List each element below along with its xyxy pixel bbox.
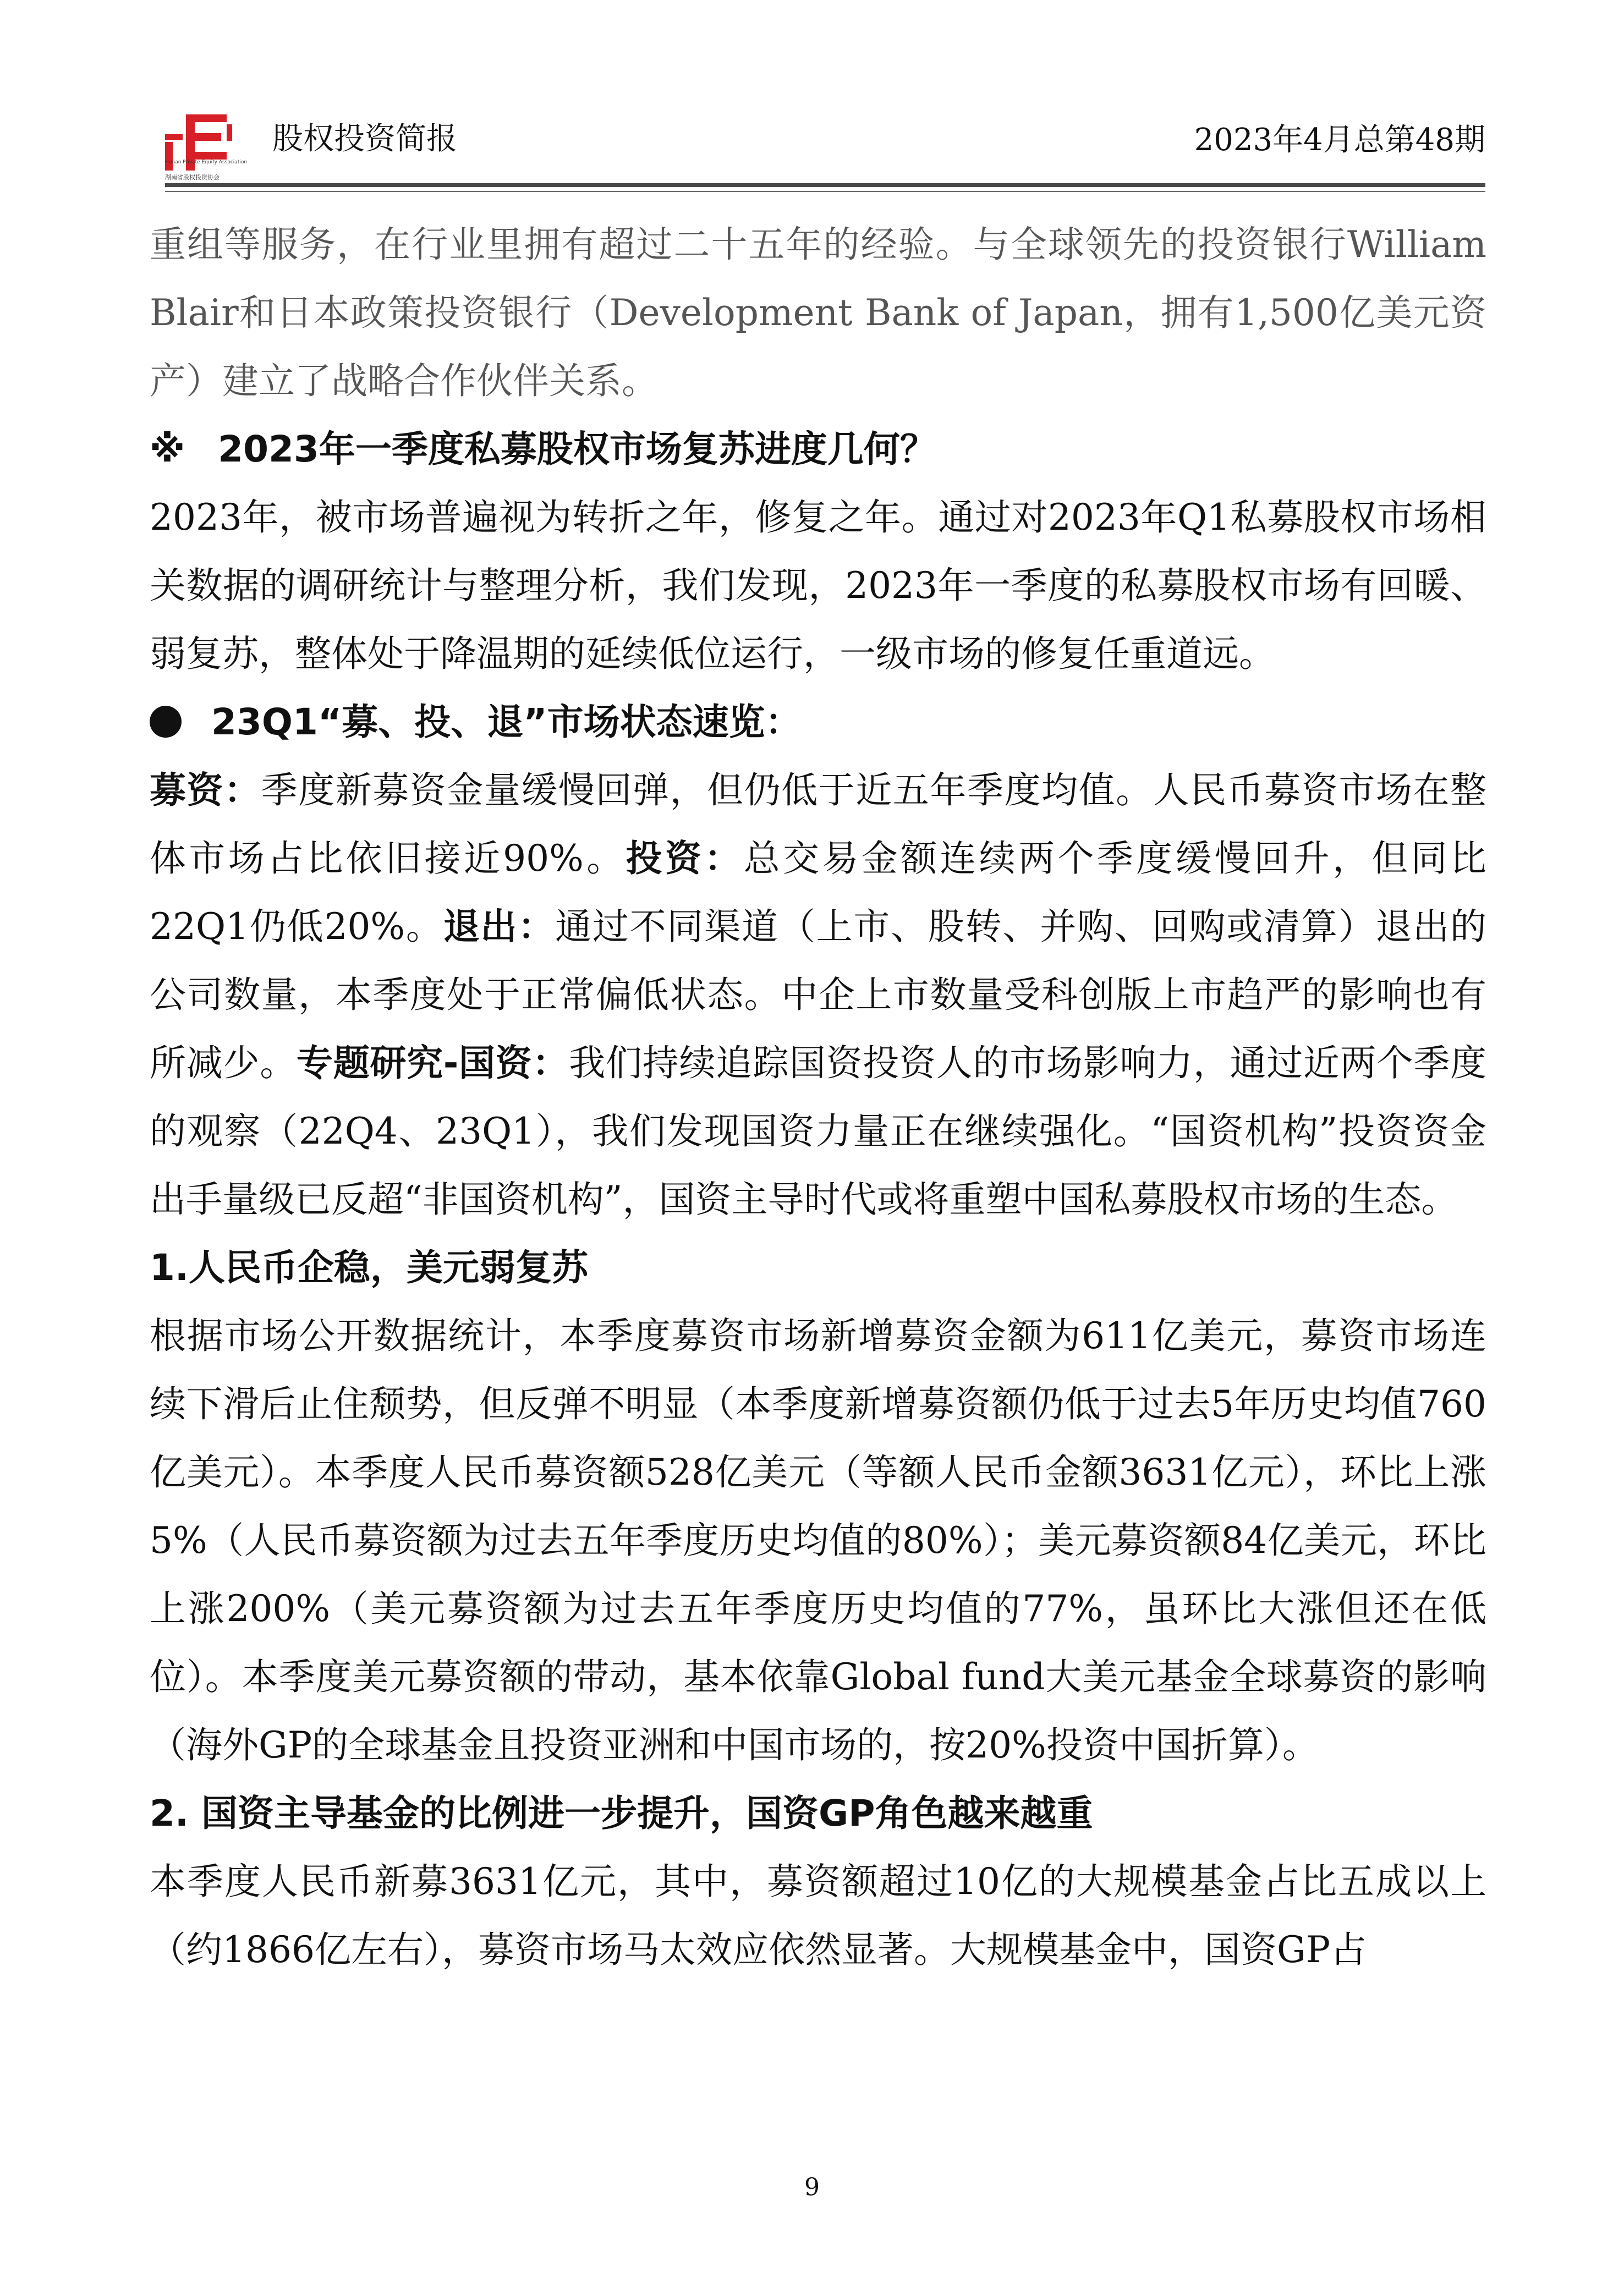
paragraph-overview [150,756,1486,1234]
text-fundraising: 季度新募资金量缓慢回弹，但仍低于近五年季度均值。人民币募资市场在整体市场占比依旧接近90%。 [150,769,1487,880]
intro-paragraph: 重组等服务，在行业里拥有超过二十五年的经验。与全球领先的投资银行William Blair和日本政策投资银行（Development Bank of Japan，拥有1,500亿美元资产）建立了战略合作伙伴关系。 [150,223,1486,402]
heading-rmb-usd: 1.人民币企稳，美元弱复苏 [150,1246,588,1289]
bullet-heading [150,688,1486,756]
paragraph-rmb-new-funds: 本季度人民币新募3631亿元，其中，募资额超过10亿的大规模基金占比五成以上（约1866亿左右），募资市场马太效应依然显著。大规模基金中，国资GP占 [150,1860,1486,1971]
bullet-icon [150,706,182,738]
issue-number: 2023年4月总第48期 [1194,122,1485,158]
keyword-exit: 退出： [443,905,556,948]
text-investment: 总交易金额连续两个季度缓慢回升，但同比22Q1仍低20%。 [150,837,1487,948]
keyword-fundraising: 募资： [150,769,261,811]
keyword-investment: 投资： [626,837,744,880]
section-title: 2023年一季度私募股权市场复苏进度几何？ [218,428,936,470]
paragraph-fundraising-data: 根据市场公开数据统计，本季度募资市场新增募资金额为611亿美元，募资市场连续下滑后止住颓势，但反弹不明显（本季度新增募资额仍低于过去5年历史均值760亿美元）。本季度人民币募资额528亿美元（等额人民币金额3631亿元），环比上涨5%（人民币募资额为过去五年季度历史均值的80%）；美元募资额84亿美元，环比上涨200%（美元募资额为过去五年季度历史均值的77%，虽环比大涨但还在低位）。本季度美元募资额的带动，基本依靠Global fund大美元基金全球募资的影响（海外GP的全球基金且投资亚洲和中国市场的，按20%投资中国折算）。 [150,1315,1486,1766]
heading-state-gp: 2. 国资主导基金的比例进一步提升，国资GP角色越来越重 [150,1792,1093,1834]
logo-tagline: Hunan Private Equity Association [165,160,248,165]
page-header [165,105,1485,182]
page-number: 9 [804,2173,820,2201]
reference-mark: ※ [150,428,185,470]
article-body [150,211,1486,1984]
keyword-state-capital: 专题研究-国资： [296,1042,569,1084]
text-state-capital: 我们持续追踪国资投资人的市场影响力，通过近两个季度的观察（22Q4、23Q1），我们发现国资力量正在继续强化。“国资机构”投资资金出手量级已反超“非国资机构”，国资主导时代或将重塑中国私募股权市场的生态。 [150,1042,1487,1221]
logo-chinese-name: 湖南省股权投资协会 [165,174,220,181]
publication-title: 股权投资简报 [272,121,457,157]
paragraph-market-summary: 2023年，被市场普遍视为转折之年，修复之年。通过对2023年Q1私募股权市场相关数据的调研统计与整理分析，我们发现，2023年一季度的私募股权市场有回暖、弱复苏，整体处于降温期的延续低位运行，一级市场的修复任重道远。 [150,496,1486,675]
section-heading [150,415,1486,484]
text-exit: 通过不同渠道（上市、股转、并购、回购或清算）退出的公司数量，本季度处于正常偏低状态。中企上市数量受科创版上市趋严的影响也有所减少。 [150,905,1487,1084]
bullet-heading-text: 23Q1“募、投、退”市场状态速览： [211,701,802,743]
header-rule-thin [165,191,1485,192]
header-rule-thick [165,183,1485,187]
